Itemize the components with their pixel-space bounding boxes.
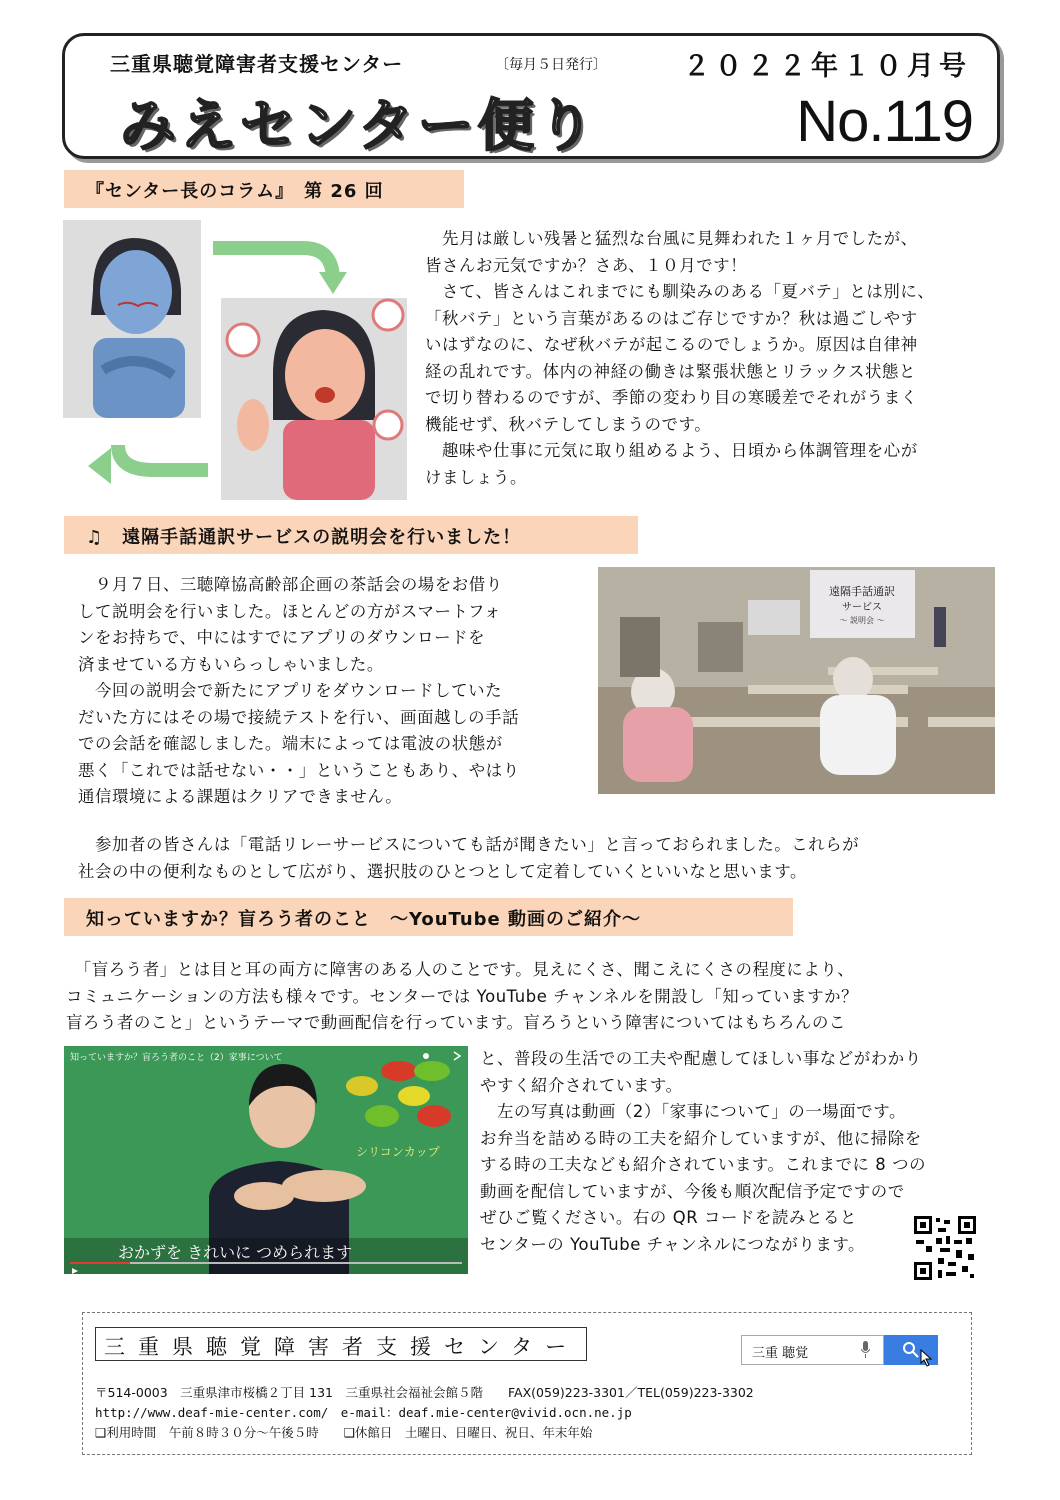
video-still[interactable] [64,1046,468,1274]
cursor-icon [920,1349,934,1371]
meeting-photo [598,567,995,794]
remote-body-full [78,832,1008,885]
organization-name: 三重県聴覚障害者支援センター [110,52,404,76]
search-button[interactable] [884,1335,938,1365]
remote-line: 今回の説明会で新たにアプリをダウンロードしていた [78,681,503,700]
deafblind-line: と、普段の生活での工夫や配慮してほしい事などがわかり [480,1049,922,1068]
deafblind-line: 「盲ろう者」とは目と耳の両方に障害のある人のことです。見えにくさ、聞こえにくさの程度により、 [66,960,855,979]
remote-line: だいた方にはその場で接続テストを行い、画面越しの手話 [78,707,520,727]
remote-line: ンをお持ちで、中にはすでにアプリのダウンロードを [78,628,486,647]
column-line: 先月は厳しい残暑と猛烈な台風に見舞われた１ヶ月でしたが、 [425,229,918,248]
video-label: シリコンカップ [356,1145,440,1159]
search-input[interactable]: 三重 聴覚 [741,1335,884,1365]
deafblind-line: やすく紹介されています。 [480,1075,683,1095]
deafblind-line: 動画を配信していますが、今後も順次配信予定ですので [480,1181,905,1201]
column-line: さて、皆さんはこれまでにも馴染みのある「夏バテ」とは別に、 [425,282,935,301]
footer-address: 〒514-0003 三重県津市桜橋２丁目 131 三重県社会福祉会館５階 FAX(059)223-3301／TEL(059)223-3302 [95,1385,754,1400]
remote-line: 通信環境による課題はクリアできません。 [78,787,403,806]
column-line: 趣味や仕事に元気に取り組めるよう、日頃から体調管理を心が [425,441,918,460]
column-line: いはずなのに、なぜ秋バテが起こるのでしょうか。原因は自律神 [425,335,918,354]
issue-number: No.119 [796,89,973,154]
remote-line: 社会の中の便利なものとして広がり、選択肢のひとつとして定着していくといいなと思います。 [78,861,807,881]
remote-line: 悪く「これでは話せない・・」ということもあり、やはり [78,760,520,780]
search-icon [902,1341,920,1363]
column-line: で切り替わるのですが、季節の変わり目の寒暖差でそれがうまく [425,388,918,407]
video-caption: おかずを きれいに つめられます [118,1243,353,1262]
column-line: 機能せず、秋バテしてしまうのです。 [425,414,712,434]
deafblind-line: お弁当を詰める時の工夫を紹介していますが、他に掃除を [480,1128,922,1148]
qr-code[interactable] [912,1214,978,1282]
deafblind-line: ぜひご覧ください。右の QR コードを読みとると [480,1208,857,1227]
remote-line: での会話を確認しました。端末によっては電波の状態が [78,734,503,753]
deafblind-line: コミュニケーションの方法も様々です。センターでは YouTube チャンネルを開設し「知っていますか？ [66,986,859,1006]
screen-subtitle: サービス [842,602,882,613]
column-body [425,226,1005,491]
remote-line: して説明会を行いました。ほとんどの方がスマートフォ [78,601,502,621]
video-title: 知っていますか？盲ろう者のこと（2）家事について [70,1053,283,1063]
newsletter-header [62,33,1000,159]
remote-body-left [78,572,598,811]
column-line: 皆さんお元気ですか？さあ、１０月です！ [425,255,748,275]
remote-service-heading: ♫ 遠隔手話通訳サービスの説明会を行いました！ [64,516,638,554]
deafblind-line: する時の工夫なども紹介されています。これまでに 8 つの [480,1155,927,1174]
remote-line: 済ませている方もいらっしゃいました。 [78,654,384,674]
deafblind-line: センターの YouTube チャンネルにつながります。 [480,1234,866,1254]
screen-caption: ～ 説明会 ～ [839,616,885,625]
deafblind-line: 左の写真は動画（2）「家事について」の一場面です。 [480,1102,906,1121]
column-line: 経の乱れです。体内の神経の働きは緊張状態とリラックス状態と [425,361,916,381]
deafblind-heading: 知っていますか？盲ろう者のこと ～YouTube 動画のご紹介～ [64,898,793,936]
newsletter-title: みえセンター便り [120,94,598,159]
footer-box [82,1312,972,1455]
remote-line: ９月７日、三聴障協高齢部企画の茶話会の場をお借り [78,575,503,594]
deafblind-line: 盲ろう者のこと」というテーマで動画配信を行っています。盲ろうという障害についてはもちろんのこ [66,1013,846,1032]
microphone-icon[interactable] [861,1341,870,1359]
footer-center-name: 三重県聴覚障害者支援センター [95,1327,587,1361]
column-heading: 『センター長のコラム』 第 26 回 [64,170,464,208]
footer-hours: ❑利用時間 午前８時３０分～午後５時 ❑休館日 土曜日、日曜日、祝日、年末年始 [95,1425,593,1440]
issue-date: ２０２２年１０月号 [683,51,971,82]
deafblind-body-full [66,957,1006,1037]
column-illustration [63,220,408,500]
publication-frequency: 〔毎月５日発行〕 [495,57,607,73]
footer-web[interactable]: http://www.deaf-mie-center.com/ e-mail：deaf.mie-center@vivid.ocn.ne.jp [95,1405,632,1420]
screen-title: 遠隔手話通訳 [829,585,895,598]
column-line: けましょう。 [425,467,527,487]
remote-line: 参加者の皆さんは「電話リレーサービスについても話が聞きたい」と言っておられました。これらが [78,835,860,854]
column-line: 「秋バテ」という言葉があるのはご存じですか？秋は過ごしやす [425,308,918,328]
